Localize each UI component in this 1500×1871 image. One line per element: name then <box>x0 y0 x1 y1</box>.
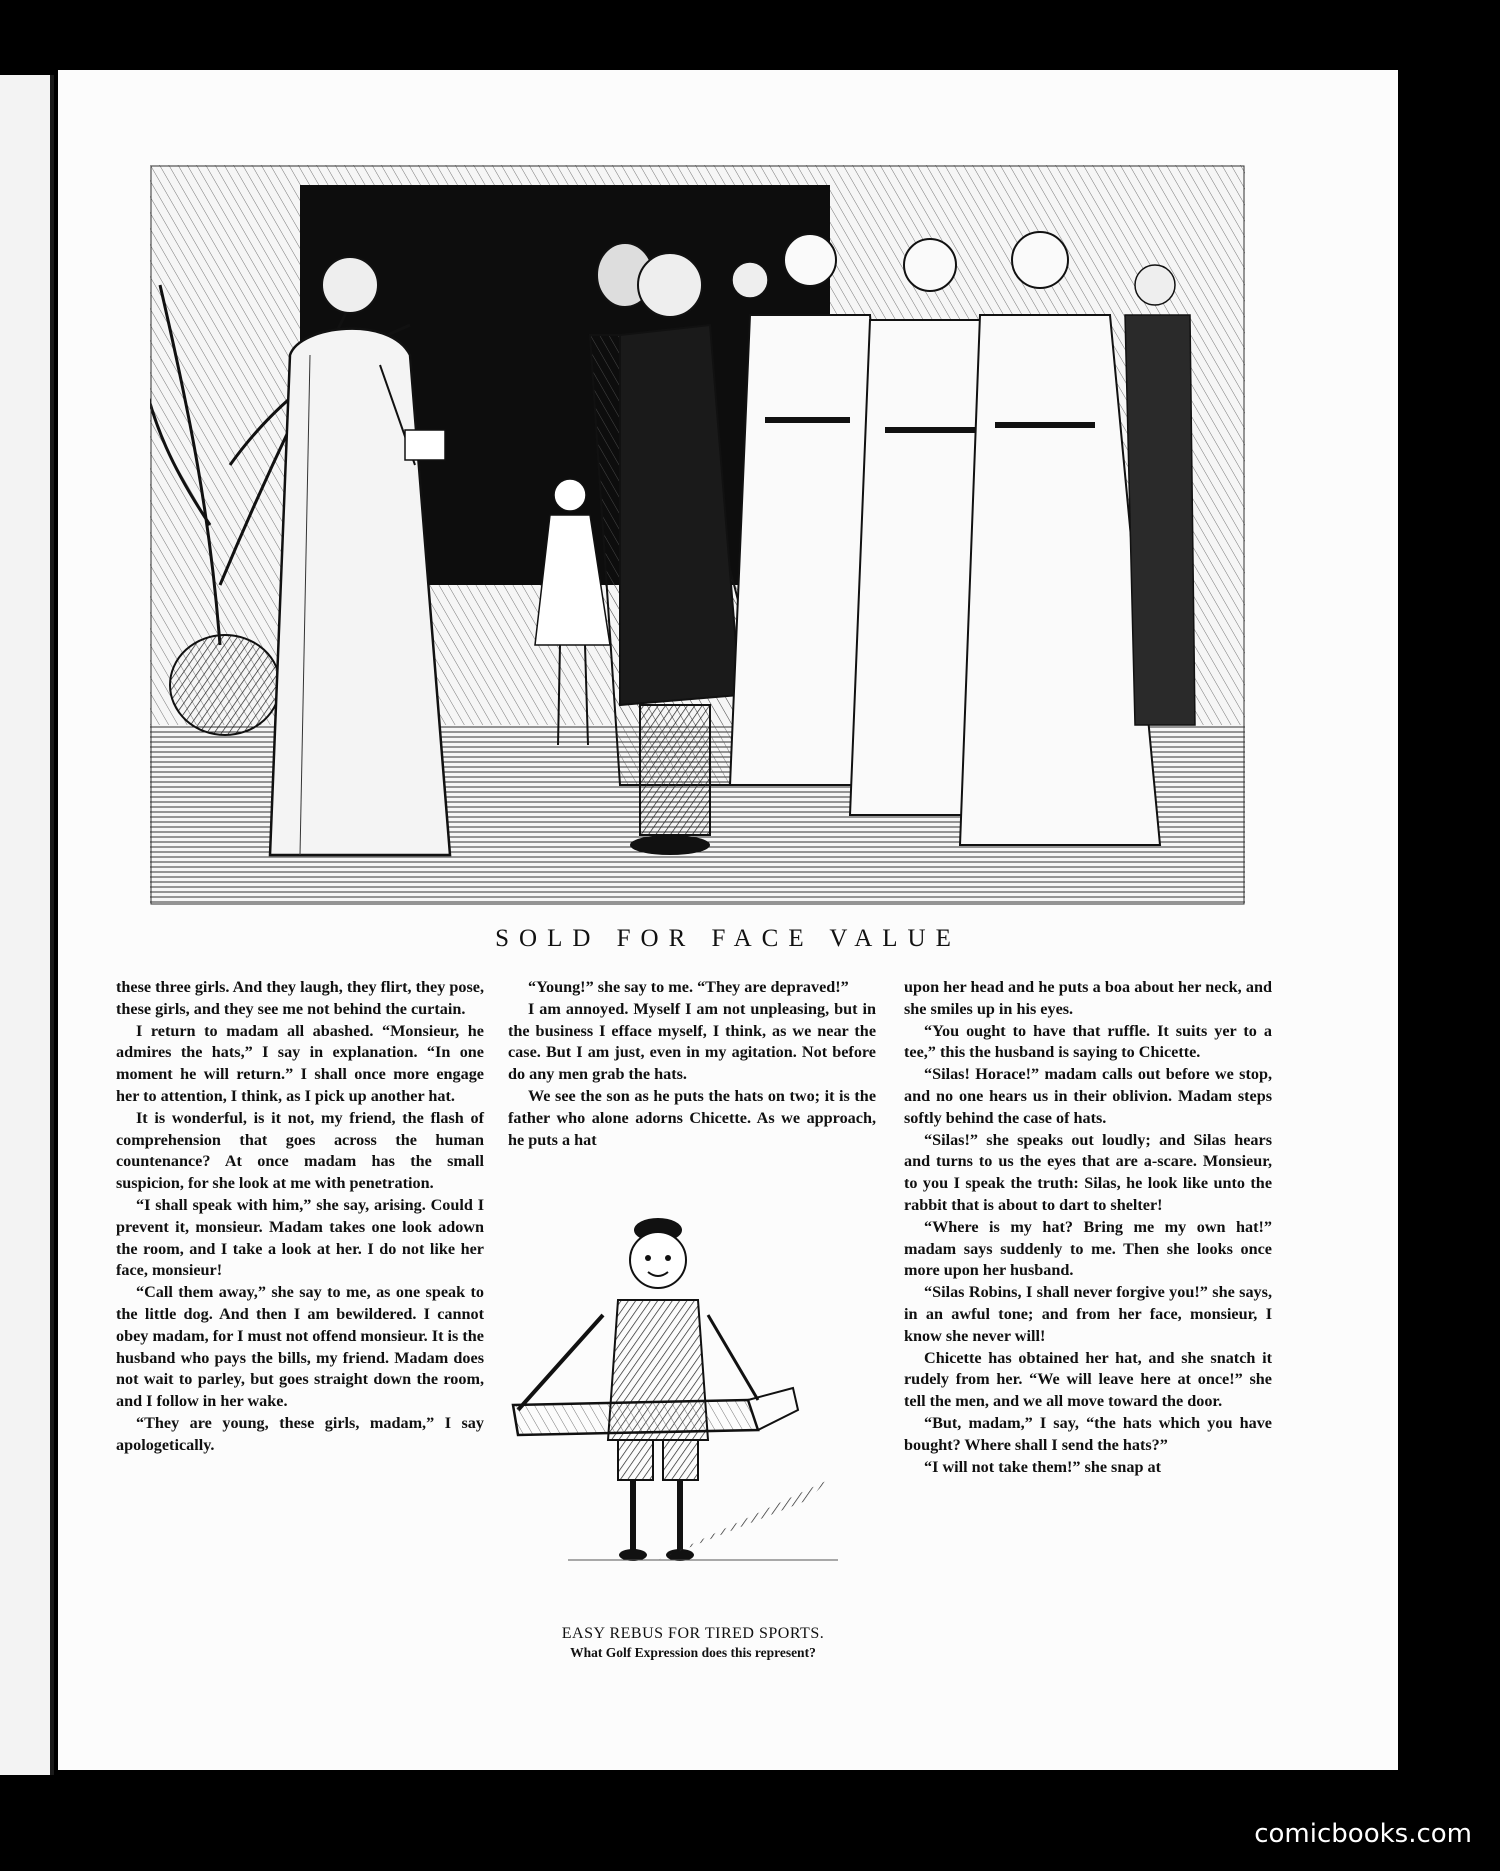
paragraph: “Silas!” she speaks out loudly; and Silas hears and turns to us the eyes that are a-scare. Monsieur, to you I speak the truth: Silas, he look like unto the rabbit that is about to dart to shelter! <box>904 1130 1272 1214</box>
paragraph: “They are young, these girls, madam,” I say apologetically. <box>116 1413 484 1454</box>
text-column-1 <box>116 977 484 1457</box>
paragraph: “Young!” she say to me. “They are depraved!” <box>528 978 849 996</box>
rebus-question: What Golf Expression does this represent? <box>570 1645 816 1660</box>
paragraph: “I will not take them!” she snap at <box>924 1457 1161 1476</box>
paragraph: “Call them away,” she say to me, as one speak to the little dog. And then I am bewildered. I cannot obey madam, for I must not offend monsieur. It is the husband who pays the bills, my friend. Madam does not wait to parley, but goes straight down the room, and I follow in her wake. <box>116 1283 484 1411</box>
paragraph: “Silas Robins, I shall never forgive you!” she says, in an awful tone; and from her face, monsieur, I know she never will! <box>904 1283 1272 1345</box>
paragraph: these three girls. And they laugh, they flirt, they pose, these girls, and they see me not behind the curtain. <box>116 978 484 1018</box>
paragraph: upon her head and he puts a boa about her neck, and she smiles up in his eyes. <box>904 978 1272 1018</box>
text-column-2 <box>508 977 876 1151</box>
rebus-title: EASY REBUS FOR TIRED SPORTS. <box>561 1625 825 1642</box>
paragraph: We see the son as he puts the hats on two; it is the father who alone adorns Chicette. As we approach, he puts a hat <box>508 1086 876 1149</box>
paragraph: It is wonderful, is it not, my friend, the flash of comprehension that goes across the human countenance? At once madam has the small suspicion, for she look at me with penetration. <box>116 1108 484 1193</box>
paragraph: “But, madam,” I say, “the hats which you have bought? Where shall I send the hats?” <box>904 1413 1272 1454</box>
rebus-caption <box>498 1625 888 1661</box>
paragraph: I am annoyed. Myself I am not unpleasing, but in the business I efface myself, I think, as we near the case. But I am just, even in my agitation. Not before do any men grab the hats. <box>508 999 876 1084</box>
left-page-edge <box>0 75 54 1775</box>
story-title: SOLD FOR FACE VALUE <box>495 925 961 952</box>
paragraph: “I shall speak with him,” she say, arising. Could I prevent it, monsieur. Madam takes one look adown the room, and I take a look at her. I do not like her face, monsieur! <box>116 1195 484 1280</box>
paragraph: Chicette has obtained her hat, and she snatch it rudely from her. “We will leave here at once!” she tell the men, and we all move toward the door. <box>904 1348 1272 1411</box>
rebus-illustration <box>508 1200 876 1620</box>
watermark-text: comicbooks.com <box>1254 1819 1472 1849</box>
bridesmaids-group <box>730 232 1160 845</box>
text-column-3 <box>904 977 1272 1478</box>
paragraph: “You ought to have that ruffle. It suits yer to a tee,” this the husband is saying to Chicette. <box>904 1021 1272 1062</box>
magazine-page <box>58 70 1398 1770</box>
paragraph: “Where is my hat? Bring me my own hat!” madam says suddenly to me. Then she looks once more upon her husband. <box>904 1217 1272 1280</box>
wedding-illustration <box>150 165 1245 905</box>
paragraph: I return to madam all abashed. “Monsieur, he admires the hats,” I say in explanation. “In one moment he will return.” I shall once more engage her to attention, I think, as I pick up another hat. <box>116 1021 484 1105</box>
paragraph: “Silas! Horace!” madam calls out before we stop, and no one hears us in their oblivion. Madam steps softly behind the case of hats. <box>904 1065 1272 1127</box>
